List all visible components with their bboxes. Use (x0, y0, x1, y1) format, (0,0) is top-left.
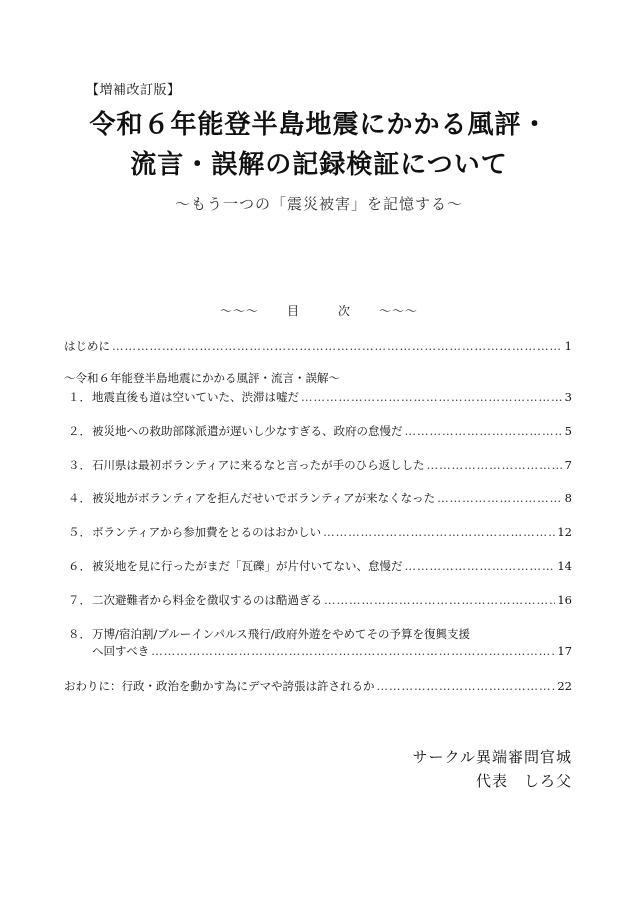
toc-entry-label: はじめに (64, 339, 110, 353)
toc-entry-closing[interactable] (64, 678, 572, 694)
toc-entry-number: １． (68, 390, 91, 404)
toc-leader-dots (405, 424, 563, 438)
toc-entry-page: 1 (564, 339, 572, 353)
toc-entry-page: 8 (564, 491, 572, 505)
toc-entry-number: ２． (68, 424, 91, 438)
toc-entry-page: 7 (564, 458, 572, 472)
toc-heading-mid1: 目 (286, 304, 300, 318)
author-organization: サークル異端審問官城 (412, 748, 572, 766)
toc-entry-number: ６． (68, 559, 91, 573)
toc-entry-8[interactable] (64, 626, 572, 642)
toc-entry-number: ３． (68, 458, 91, 472)
toc-entry-label: 被災地がボランティアを拒んだせいでボランティアが来なくなった (92, 491, 436, 505)
toc-entry-label: ボランティアから参加費をとるのはおかしい (92, 525, 322, 539)
toc-leader-dots (377, 679, 556, 693)
toc-entry-number: ４． (68, 491, 91, 505)
toc-entry-number: ８． (68, 627, 91, 641)
toc-entry-page: 22 (557, 679, 572, 693)
toc-leader-dots (437, 491, 562, 505)
toc-leader-dots (301, 390, 562, 404)
toc-leader-dots (324, 593, 555, 607)
toc-entry-label: 二次避難者から料金を徴収するのは酷過ぎる (92, 593, 322, 607)
toc-heading-mid2: 次 (338, 304, 352, 318)
toc-entry-intro[interactable] (64, 338, 572, 354)
toc-entry-label: 石川県は最初ボランティアに来るなと言ったが手のひら返しした (92, 458, 425, 472)
toc-entry-label-continued: へ回すべき (92, 644, 150, 658)
toc-entry-3[interactable] (64, 457, 572, 473)
toc-entry-label: 被災地への救助部隊派遣が遅いし少なすぎる、政府の怠慢だ (92, 424, 403, 438)
toc-entry-1[interactable] (64, 389, 572, 405)
toc-heading-right: ～～～ (379, 304, 419, 318)
toc-entry-7[interactable] (64, 592, 572, 608)
document-subtitle: ～もう一つの「震災被害」を記憶する～ (174, 195, 463, 213)
toc-entry-5[interactable] (64, 524, 572, 540)
toc-section-title: ～令和６年能登半島地震にかかる風評・流言・誤解～ (64, 371, 340, 385)
toc-entry-label: 万博/宿泊割/ブルーインパルス飛行/政府外遊をやめてその予算を復興支援 (92, 627, 471, 641)
author-representative: 代表 しろ父 (475, 772, 572, 790)
toc-entry-6[interactable] (64, 558, 572, 574)
toc-entry-page: 12 (557, 525, 572, 539)
toc-leader-dots (323, 525, 555, 539)
toc-entry-label: おわりに：行政・政治を動かす為にデマや誇張は許されるか (64, 679, 375, 693)
toc-entry-page: 3 (564, 390, 572, 404)
toc-entry-page: 16 (557, 593, 572, 607)
toc-leader-dots (112, 339, 562, 353)
toc-leader-dots (151, 644, 555, 658)
toc-entry-label: 被災地を見に行ったがまだ「瓦礫」が片付いてない、怠慢だ (92, 559, 403, 573)
toc-entry-8-continued[interactable] (64, 643, 572, 659)
document-title-line-2: 流言・誤解の記録検証について (130, 150, 508, 180)
toc-leader-dots (427, 458, 562, 472)
toc-entry-page: 5 (564, 424, 572, 438)
toc-entry-number: ５． (68, 525, 91, 539)
toc-entry-number: ７． (68, 593, 91, 607)
edition-label: 【増補改訂版】 (86, 83, 181, 98)
toc-leader-dots (405, 559, 556, 573)
toc-entry-2[interactable] (64, 423, 572, 439)
toc-heading-left: ～～～ (219, 304, 259, 318)
toc-entry-4[interactable] (64, 490, 572, 506)
toc-entry-page: 14 (557, 559, 572, 573)
toc-entry-label: 地震直後も道は空いていた、渋滞は嘘だ (92, 390, 299, 404)
toc-entry-page: 17 (557, 644, 572, 658)
document-title-line-1: 令和６年能登半島地震にかかる風評・ (89, 110, 549, 140)
